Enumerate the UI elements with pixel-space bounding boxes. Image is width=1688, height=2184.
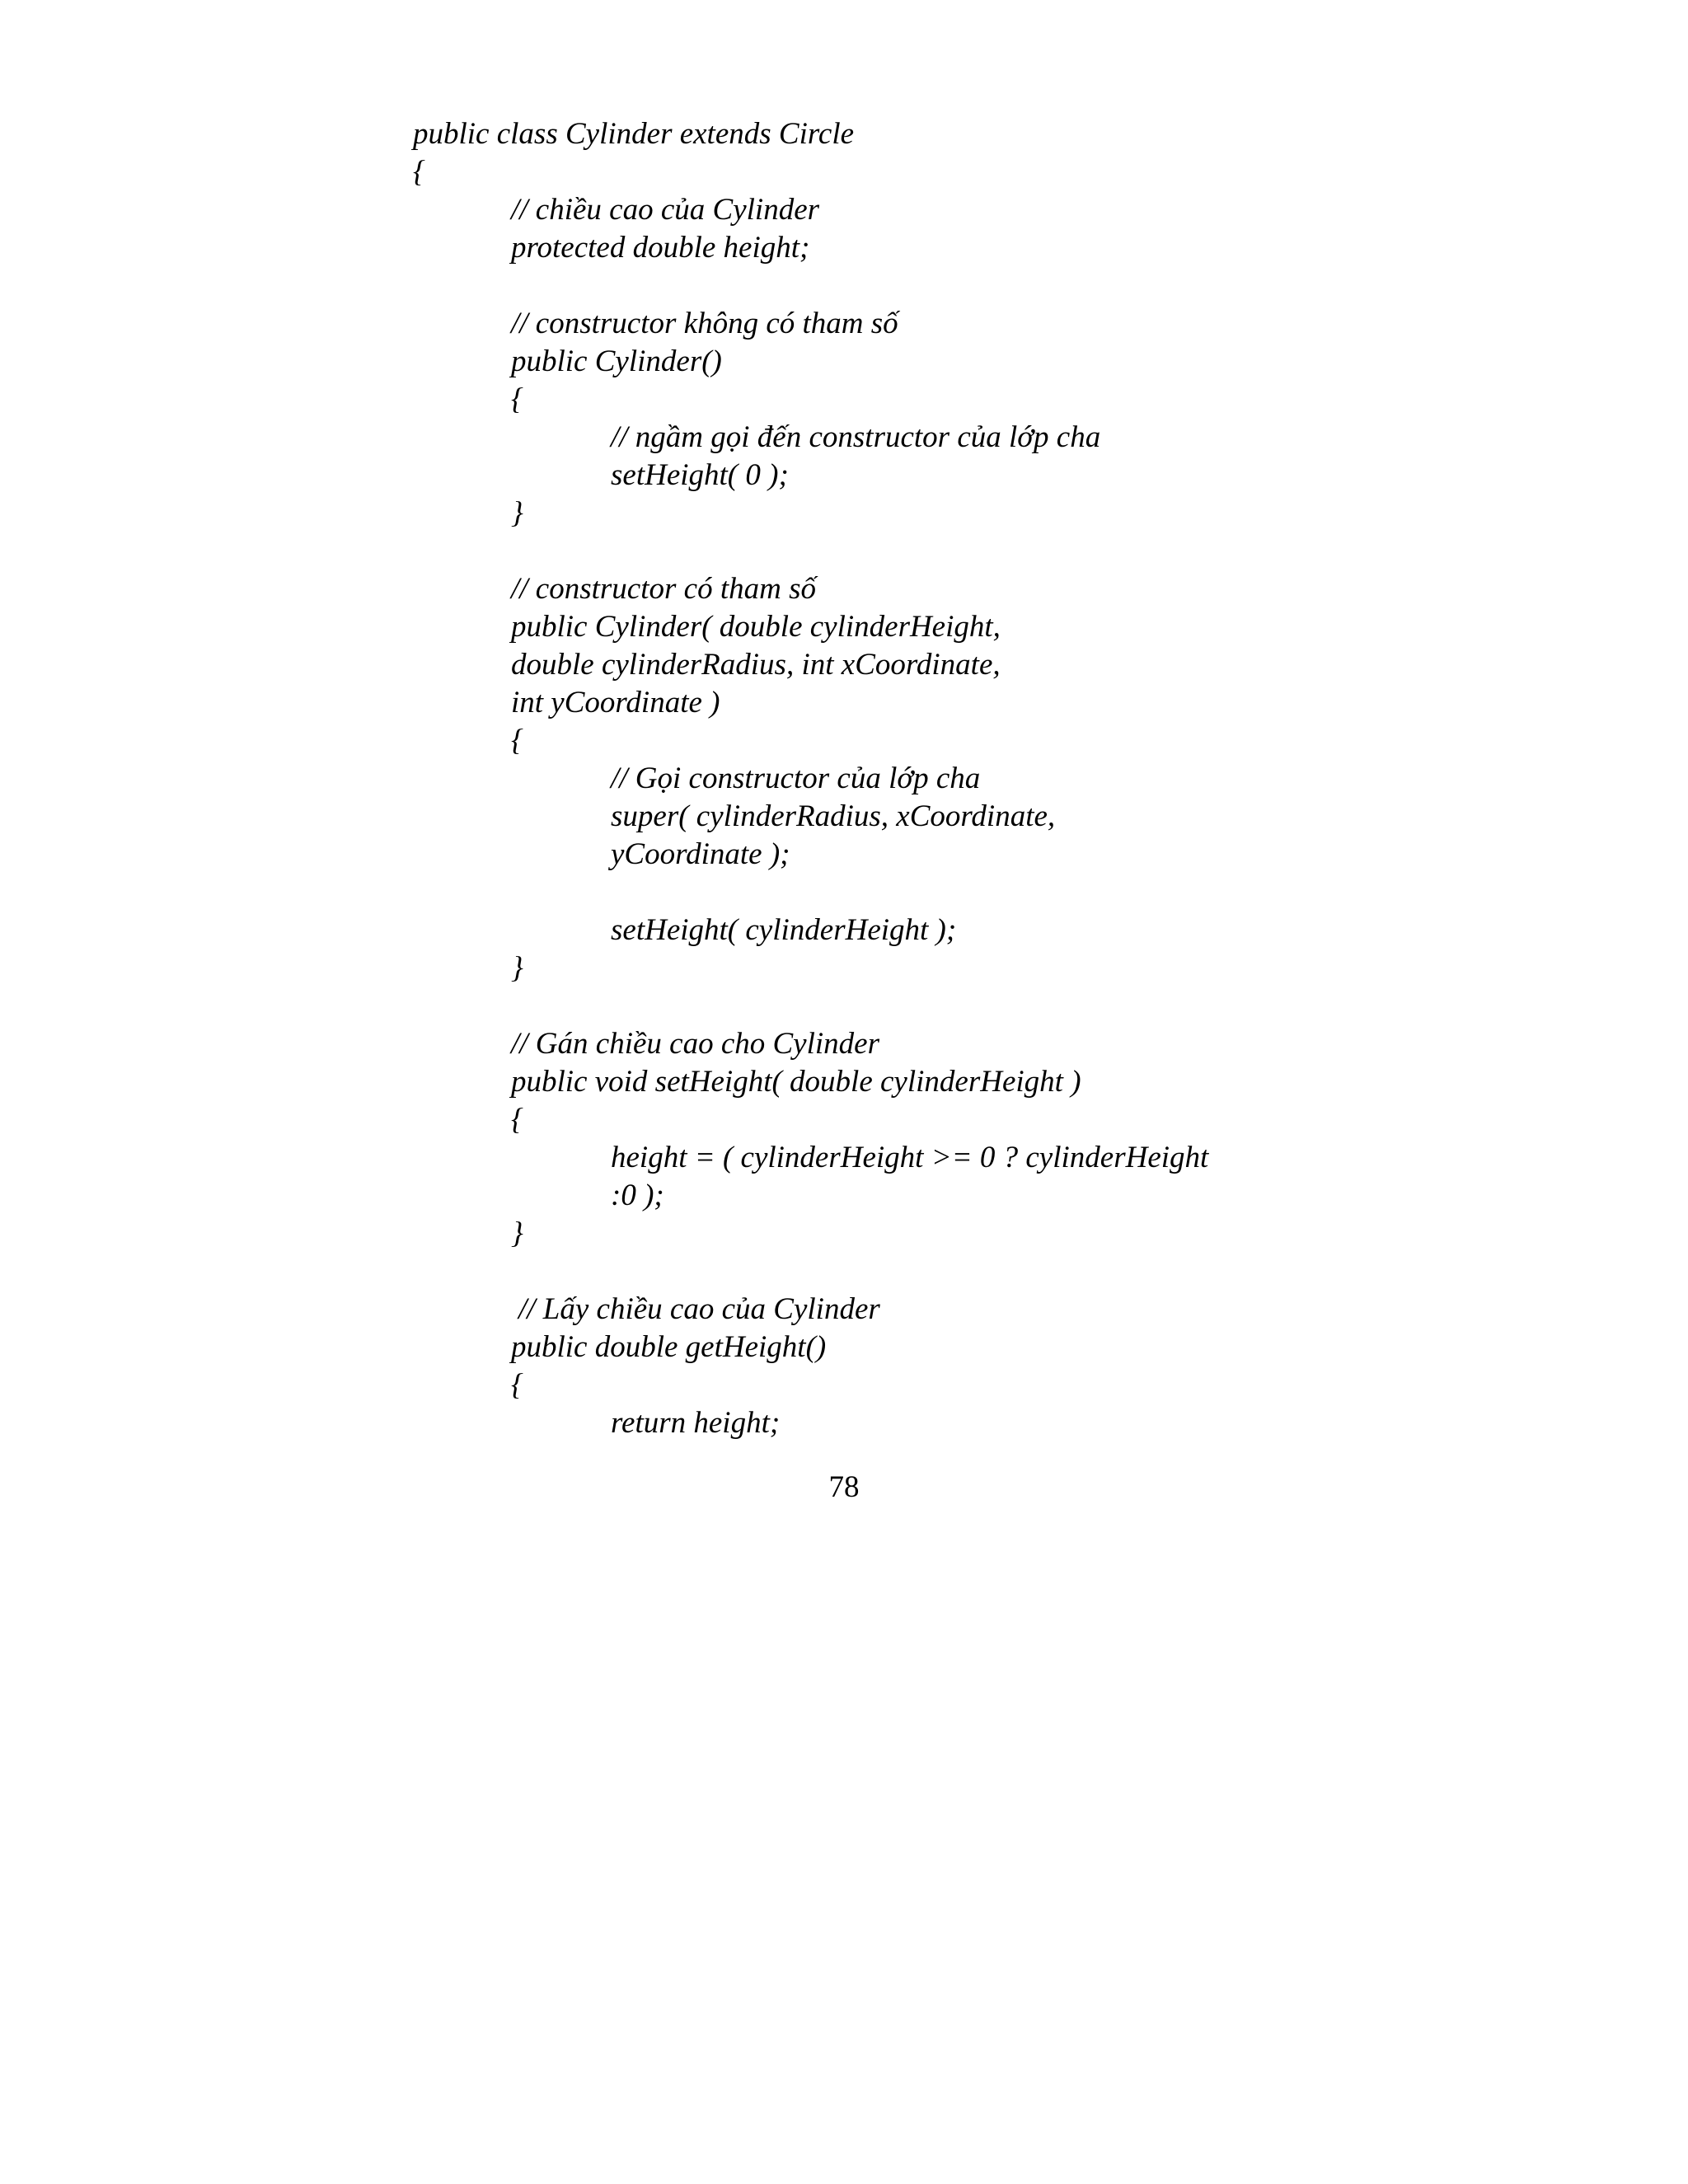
code-comment: // ngầm gọi đến constructor của lớp cha [611,420,1101,454]
code-line: public void setHeight( double cylinderHeight ) [511,1065,1081,1099]
code-line: { [511,382,523,416]
code-line: } [511,951,523,985]
code-comment: // constructor có tham số [511,572,816,606]
code-line: public class Cylinder extends Circle [413,117,855,151]
code-line: protected double height; [511,231,810,265]
blank-line [0,874,1688,912]
blank-line [0,1253,1688,1291]
code-line: double cylinderRadius, int xCoordinate, [511,648,1001,682]
code-comment: // constructor không có tham số [511,307,898,340]
blank-line [0,532,1688,570]
code-line: { [511,1368,523,1402]
code-line: } [511,1216,523,1250]
code-line: super( cylinderRadius, xCoordinate, [611,799,1056,833]
code-line: height = ( cylinderHeight >= 0 ? cylinderHeight [611,1141,1209,1174]
code-line: yCoordinate ); [611,837,790,871]
code-line: public double getHeight() [511,1330,827,1364]
code-line: return height; [611,1406,781,1440]
code-comment: // Lấy chiều cao của Cylinder [518,1292,880,1326]
code-line: public Cylinder( double cylinderHeight, [511,610,1001,644]
code-listing [0,115,1688,1442]
code-line: { [511,1103,523,1137]
blank-line [0,987,1688,1025]
code-line: int yCoordinate ) [511,686,720,719]
code-line: { [413,155,425,189]
code-line: setHeight( cylinderHeight ); [611,913,957,947]
code-line: { [511,724,523,757]
code-comment: // Gọi constructor của lớp cha [611,762,981,795]
code-line: public Cylinder() [511,344,722,378]
code-line: setHeight( 0 ); [611,458,789,492]
code-line: :0 ); [611,1179,664,1212]
page-number: 78 [828,1470,860,1504]
code-comment: // chiều cao của Cylinder [511,193,820,227]
blank-line [0,267,1688,305]
code-line: } [511,496,523,530]
code-comment: // Gán chiều cao cho Cylinder [511,1027,879,1061]
